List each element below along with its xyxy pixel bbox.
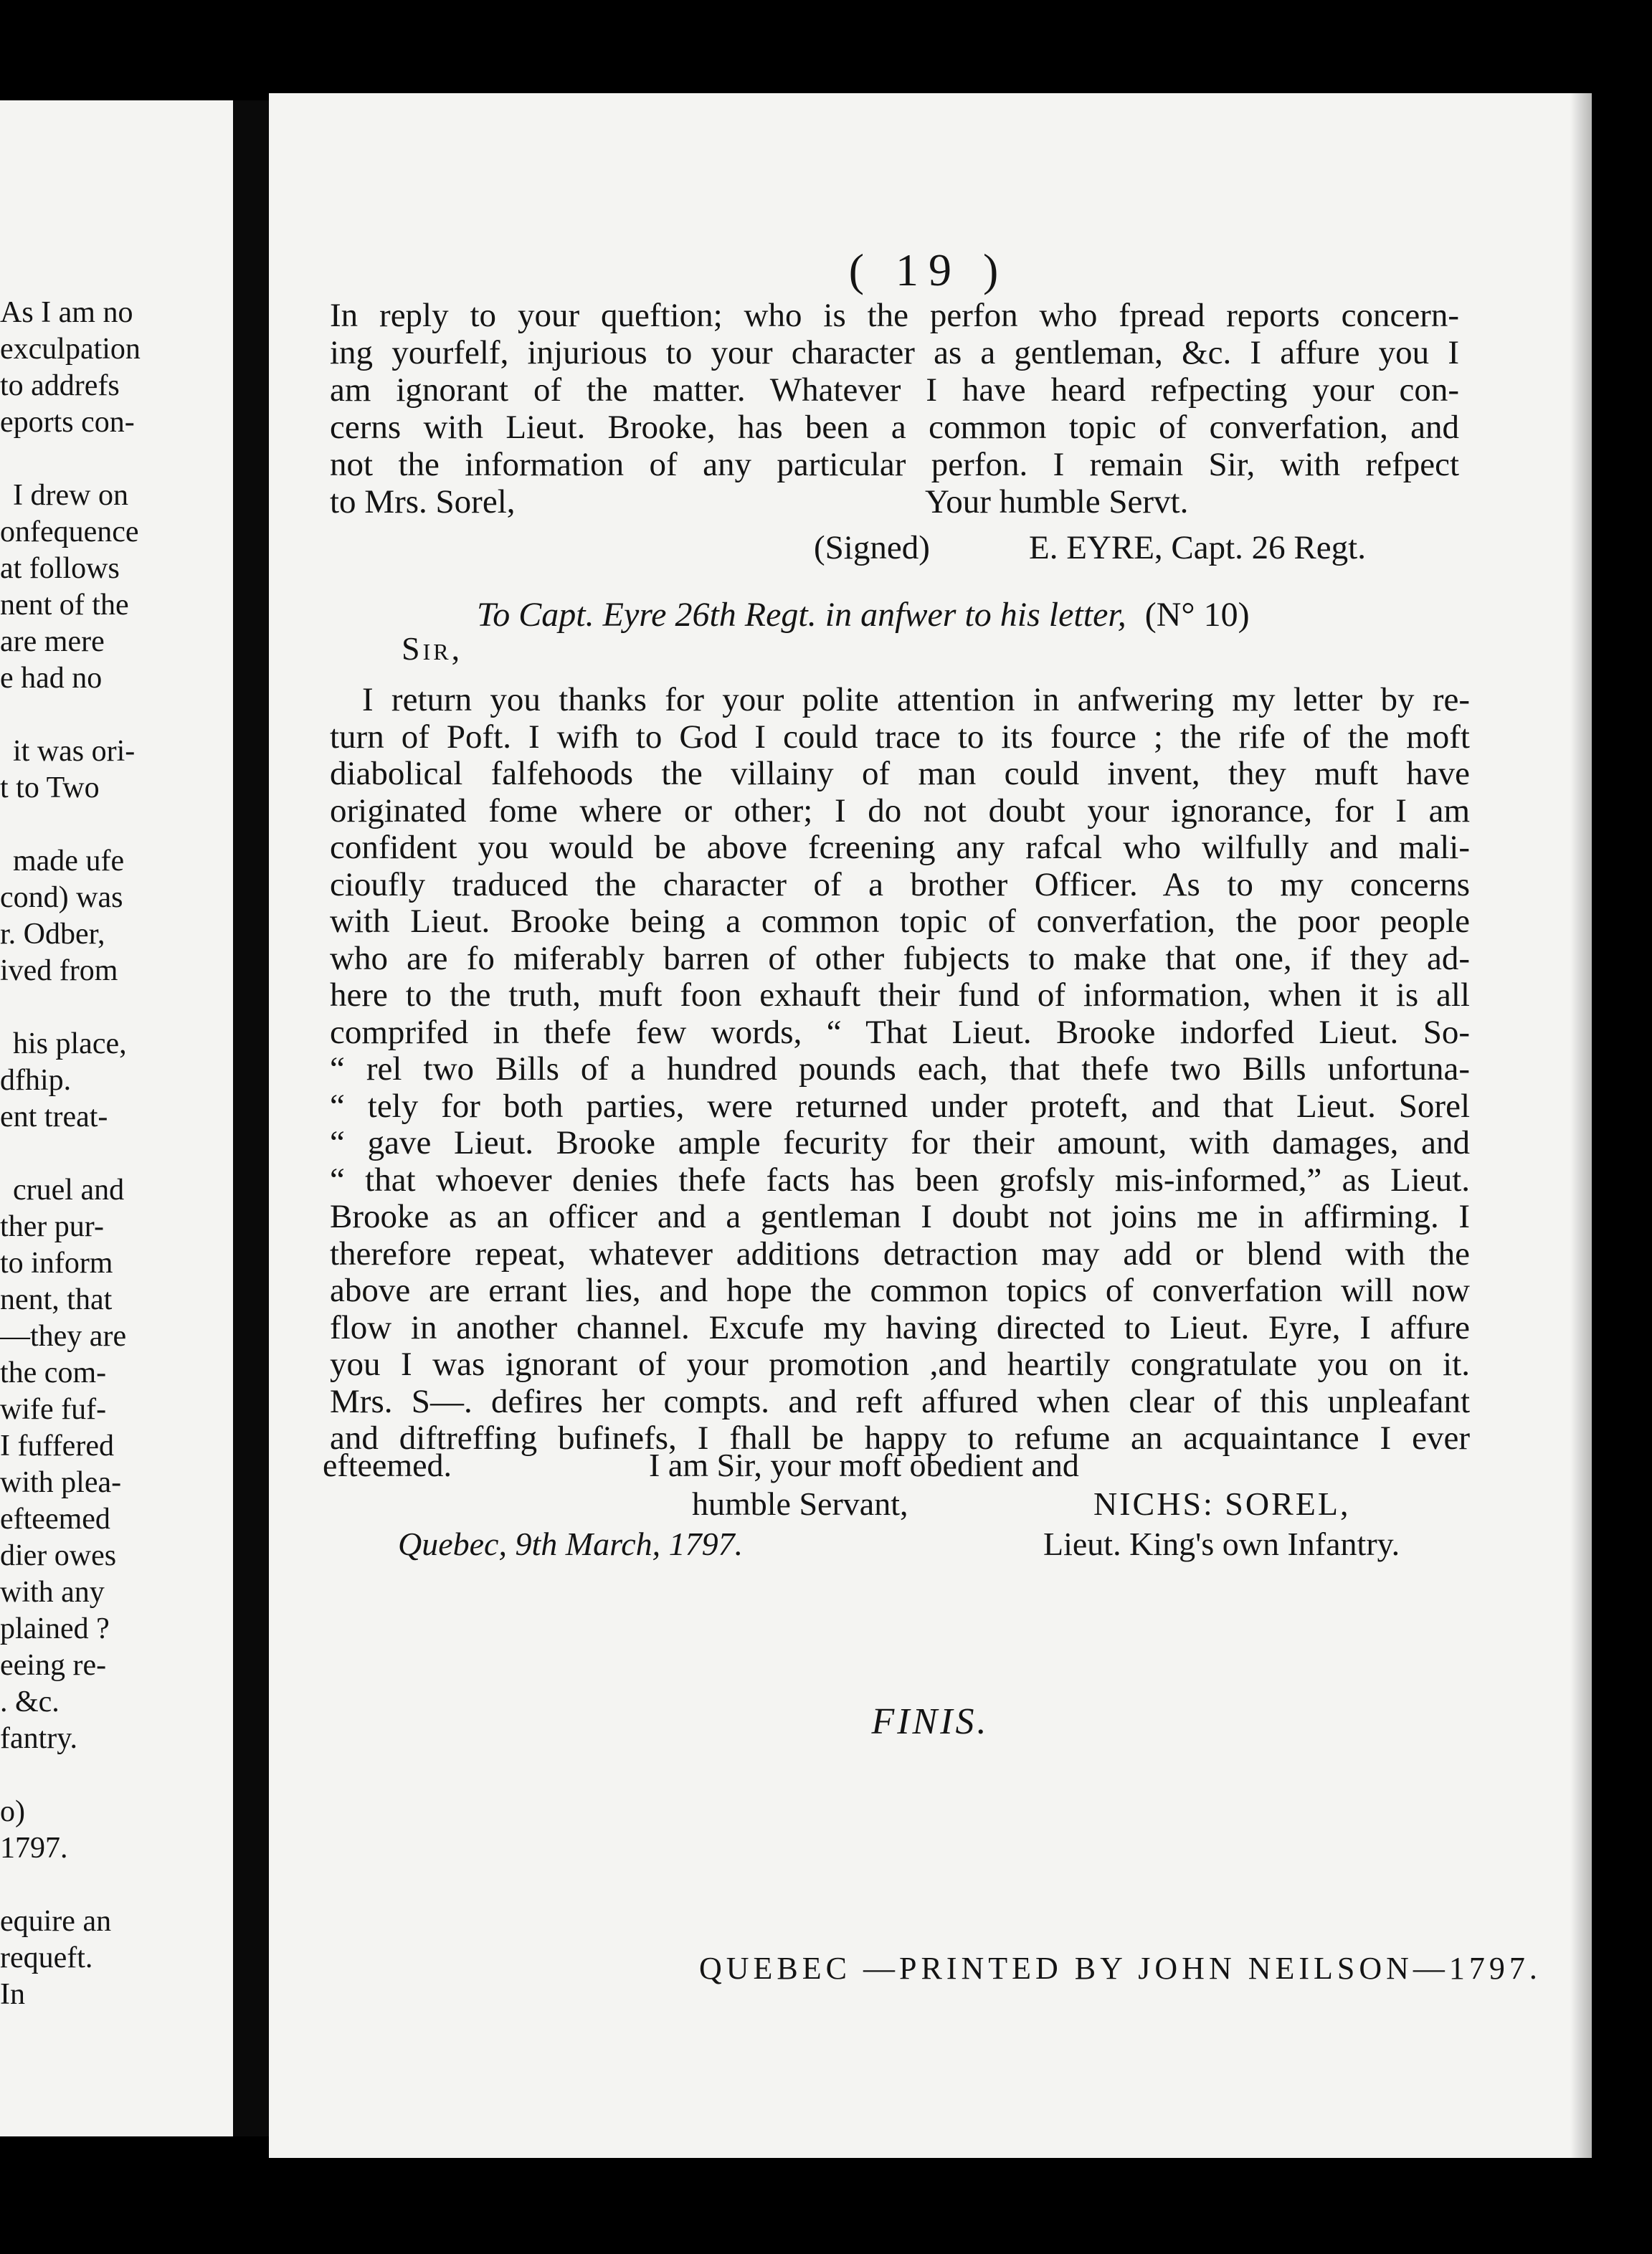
left-page-line: —they are: [0, 1320, 127, 1353]
letter-two-line: cioufly traduced the character of a brother Officer. As to my concerns: [330, 865, 1470, 903]
left-page-line: I drew on: [13, 479, 128, 512]
letter-two-number: (N° 10): [1144, 596, 1250, 634]
left-page-line: e had no: [0, 662, 103, 695]
left-page-line: dfhip.: [0, 1064, 72, 1097]
letter-two-line: “ that whoever denies thefe facts has been grofsly mis-informed,” as Lieut.: [330, 1161, 1470, 1199]
book-gutter: [233, 100, 269, 2136]
letter-two-line: above are errant lies, and hope the common topics of converfation will now: [330, 1272, 1470, 1309]
left-page-line: equire an: [0, 1905, 112, 1938]
left-page-line: r. Odber,: [0, 918, 105, 951]
printer-imprint: QUEBEC —PRINTED BY JOHN NEILSON—1797.: [699, 1951, 1542, 1986]
letter-two-line: and diftreffing bufinefs, I fhall be happy to refume an acquaintance I ever: [330, 1420, 1470, 1457]
main-page: [269, 93, 1592, 2158]
letter-one-line: not the information of any particular perfon. I remain Sir, with refpect: [330, 446, 1459, 483]
left-page-line: ther pur-: [0, 1210, 104, 1243]
left-page-line: with plea-: [0, 1466, 122, 1499]
letter-two-line: with Lieut. Brooke being a common topic of converfation, the poor people: [330, 903, 1470, 940]
left-page-line: nent of the: [0, 589, 129, 622]
left-page-line: cruel and: [13, 1174, 125, 1207]
letter-two-line: “ rel two Bills of a hundred pounds each, that thefe two Bills unfortuna-: [330, 1050, 1470, 1088]
left-page-line: [0, 806, 233, 843]
left-page-line: As I am no: [0, 296, 133, 329]
left-page-line: [0, 696, 233, 733]
left-page-line: 1797.: [0, 1832, 68, 1865]
letter-two-heading-text: To Capt. Eyre 26th Regt. in anfwer to his letter,: [477, 596, 1126, 634]
left-page-line: wife fuf-: [0, 1393, 107, 1426]
letter-two-line: comprifed in thefe few words, “ That Lieut. Brooke indorfed Lieut. So-: [330, 1013, 1470, 1051]
left-page-line: to addrefs: [0, 369, 120, 402]
signer-title: Lieut. King's own Infantry.: [1043, 1526, 1400, 1562]
left-page-line: eeing re-: [0, 1649, 107, 1682]
letter-two-line: diabolical falfehoods the villainy of man could invent, they muft have: [330, 755, 1470, 792]
left-page-line: ived from: [0, 954, 118, 987]
left-page-line: ent treat-: [0, 1100, 108, 1133]
left-page-line: o): [0, 1795, 25, 1828]
left-page-line: I fuffered: [0, 1430, 114, 1463]
left-page-line: his place,: [13, 1027, 127, 1060]
signed-name: E. EYRE, Capt. 26 Regt.: [1029, 529, 1366, 566]
left-page-line: requeft.: [0, 1941, 93, 1974]
letter-two-heading: [477, 595, 1595, 634]
left-page-line: fantry.: [0, 1722, 78, 1755]
left-page-line: t to Two: [0, 771, 100, 804]
left-page-line: onfequence: [0, 515, 139, 548]
letter-one-line: ing yourfelf, injurious to your character as a gentleman, &c. I affure you I: [330, 334, 1459, 371]
signed-label: (Signed): [814, 529, 930, 566]
left-page-line: [0, 989, 233, 1026]
letter-two-line: here to the truth, muft foon exhauft their fund of information, when it is all: [330, 976, 1470, 1014]
letter-one-line: In reply to your queftion; who is the perfon who fpread reports concern-: [330, 297, 1459, 334]
left-page-line: efteemed: [0, 1503, 110, 1536]
left-page-line: nent, that: [0, 1283, 113, 1316]
letter-two-line: turn of Poft. I wifh to God I could trace to its fource ; the rife of the moft: [330, 718, 1470, 756]
letter-two-line: who are fo miferably barren of other fubjects to make that one, if they ad-: [330, 939, 1470, 977]
letter-two-line: “ gave Lieut. Brooke ample fecurity for their amount, with damages, and: [330, 1124, 1470, 1161]
closing-servant: humble Servant,: [692, 1485, 908, 1522]
left-page-line: with any: [0, 1576, 105, 1609]
left-page-line: plained ?: [0, 1612, 110, 1645]
finis: FINIS.: [871, 1701, 989, 1742]
left-page-line: cond) was: [0, 881, 123, 914]
left-page-line: dier owes: [0, 1539, 117, 1572]
place-date: Quebec, 9th March, 1797.: [398, 1526, 744, 1562]
left-page-line: . &c.: [0, 1685, 60, 1718]
page-number: ( 19 ): [848, 244, 1009, 295]
letter-one-line: am ignorant of the matter. Whatever I have heard refpecting your con-: [330, 371, 1459, 409]
left-page-line: eports con-: [0, 406, 135, 439]
left-page-line: exculpation: [0, 333, 141, 366]
letter-two-line: you I was ignorant of your promotion ,and heartily congratulate you on it.: [330, 1346, 1470, 1383]
letter-two-line: therefore repeat, whatever additions detraction may add or blend with the: [330, 1235, 1470, 1273]
left-page-line: [0, 440, 233, 477]
letter-two-line: confident you would be above fcreening any rafcal who wilfully and mali-: [330, 829, 1470, 866]
left-page-line: at follows: [0, 552, 120, 585]
left-page-line: [0, 1866, 233, 1903]
left-page-line: to inform: [0, 1247, 113, 1280]
page-edge-shadow: [1570, 93, 1592, 2158]
signer-name: NICHS: SOREL,: [1093, 1485, 1351, 1522]
letter-two-line: Mrs. S—. defires her compts. and reft affured when clear of this unpleafant: [330, 1382, 1470, 1420]
left-page-line: it was ori-: [13, 735, 136, 768]
letter-two-line: Brooke as an officer and a gentleman I doubt not joins me in affirming. I: [330, 1198, 1470, 1235]
left-page-line: [0, 1756, 233, 1794]
left-page-line: [0, 1135, 233, 1172]
letter-two-line: I return you thanks for your polite attention in anfwering my letter by re-: [362, 681, 1470, 718]
left-page-line: are mere: [0, 625, 105, 658]
letter-one-line: cerns with Lieut. Brooke, has been a common topic of converfation, and: [330, 409, 1459, 446]
letter-one-closing: Your humble Servt.: [925, 483, 1189, 520]
letter-two-line: flow in another channel. Excufe my having directed to Lieut. Eyre, I affure: [330, 1308, 1470, 1346]
left-page-line: the com-: [0, 1356, 107, 1389]
closing-efteemed: efteemed.: [323, 1447, 452, 1483]
closing-obedient: I am Sir, your moft obedient and: [649, 1447, 1079, 1483]
left-page-fragment: [0, 100, 233, 2136]
letter-one-last-line-left: to Mrs. Sorel,: [330, 483, 516, 520]
left-page-line: made ufe: [13, 845, 125, 878]
left-page-line: In: [0, 1978, 25, 2011]
letter-two-line: “ tely for both parties, were returned under proteft, and that Lieut. Sorel: [330, 1087, 1470, 1125]
letter-two-line: originated fome where or other; I do not doubt your ignorance, for I am: [330, 791, 1470, 829]
letter-two-salutation: Sir,: [402, 630, 463, 667]
